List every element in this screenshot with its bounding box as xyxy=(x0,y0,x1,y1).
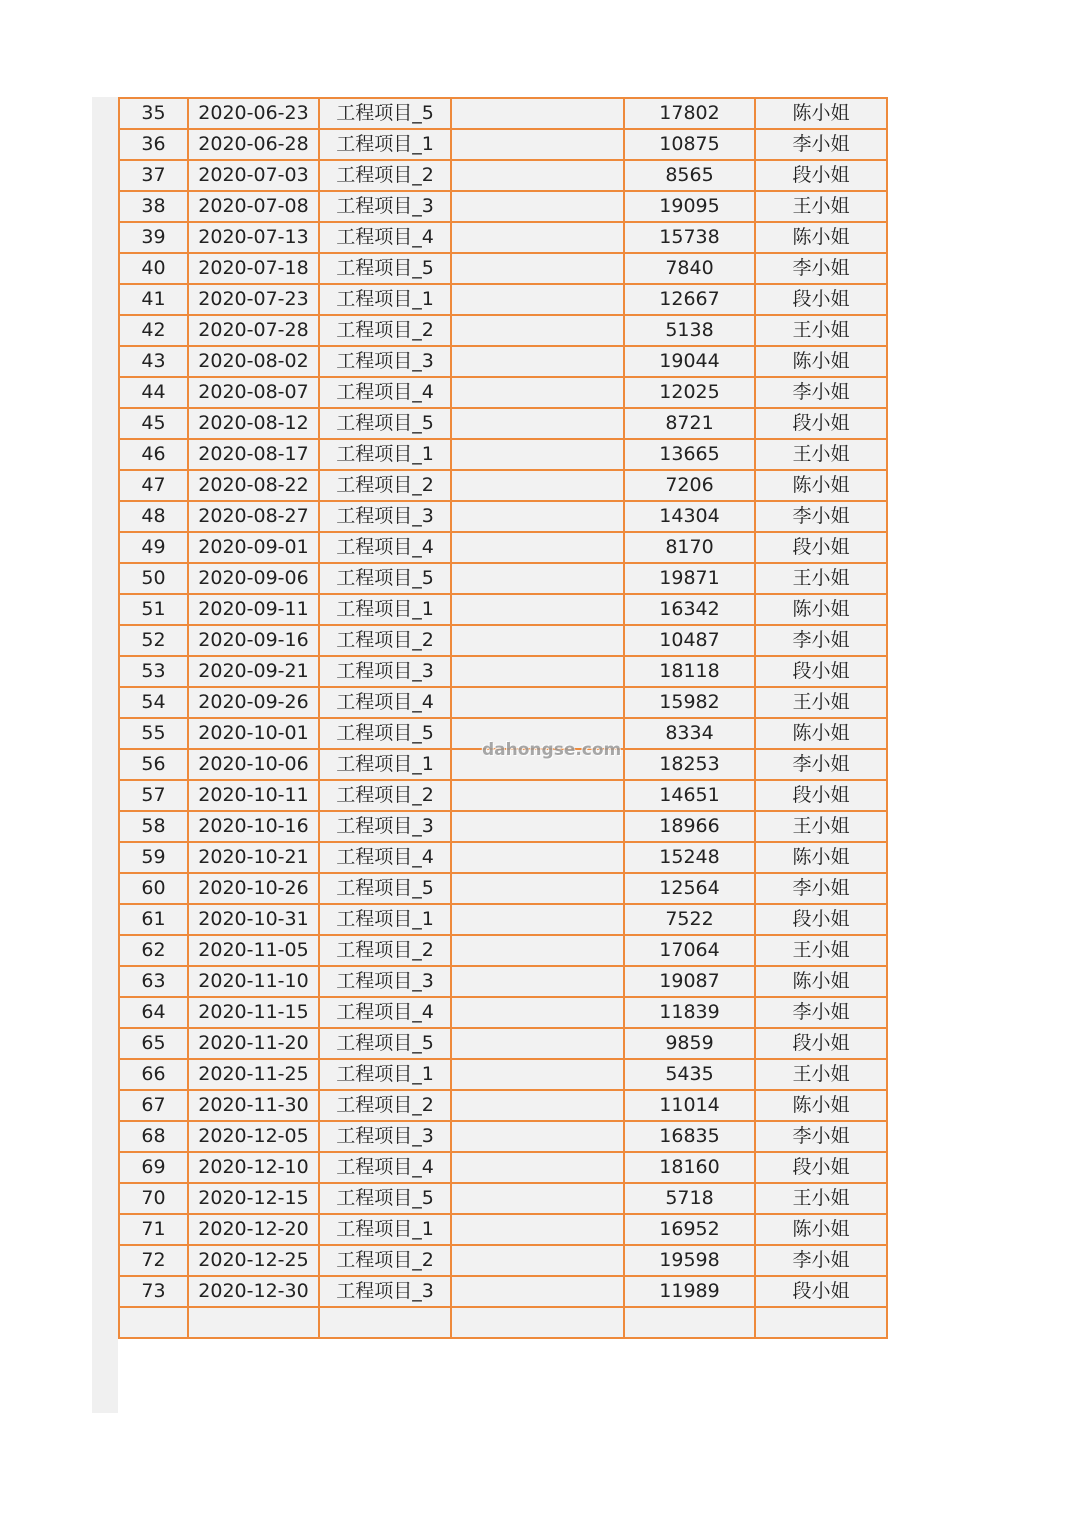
cell-amount[interactable]: 5138 xyxy=(624,315,755,346)
cell-index[interactable]: 48 xyxy=(119,501,188,532)
cell-amount[interactable]: 16952 xyxy=(624,1214,755,1245)
cell-index[interactable]: 38 xyxy=(119,191,188,222)
cell-person[interactable]: 段小姐 xyxy=(755,160,887,191)
cell-person[interactable]: 段小姐 xyxy=(755,1276,887,1307)
cell-project[interactable]: 工程项目_1 xyxy=(319,1059,451,1090)
cell-date[interactable]: 2020-10-06 xyxy=(188,749,319,780)
cell-note[interactable] xyxy=(451,563,624,594)
cell-note[interactable] xyxy=(451,935,624,966)
table-row xyxy=(119,1276,887,1307)
table-row xyxy=(119,966,887,997)
cell-project[interactable]: 工程项目_1 xyxy=(319,904,451,935)
cell-person[interactable]: 王小姐 xyxy=(755,191,887,222)
cell-person[interactable]: 李小姐 xyxy=(755,129,887,160)
cell-index[interactable]: 37 xyxy=(119,160,188,191)
cell-index[interactable]: 67 xyxy=(119,1090,188,1121)
cell-person[interactable]: 李小姐 xyxy=(755,873,887,904)
cell-project[interactable]: 工程项目_3 xyxy=(319,1121,451,1152)
cell-amount[interactable]: 15248 xyxy=(624,842,755,873)
cell-project[interactable]: 工程项目_4 xyxy=(319,997,451,1028)
cell-project[interactable]: 工程项目_2 xyxy=(319,780,451,811)
table-row xyxy=(119,594,887,625)
cell-project[interactable]: 工程项目_2 xyxy=(319,1090,451,1121)
cell-amount[interactable] xyxy=(624,1307,755,1338)
cell-amount[interactable]: 14304 xyxy=(624,501,755,532)
cell-date[interactable]: 2020-10-31 xyxy=(188,904,319,935)
cell-amount[interactable]: 18118 xyxy=(624,656,755,687)
cell-note[interactable] xyxy=(451,1307,624,1338)
cell-amount[interactable]: 9859 xyxy=(624,1028,755,1059)
cell-amount[interactable]: 12667 xyxy=(624,284,755,315)
cell-person[interactable]: 王小姐 xyxy=(755,563,887,594)
cell-index[interactable]: 43 xyxy=(119,346,188,377)
cell-date[interactable]: 2020-07-23 xyxy=(188,284,319,315)
table-row xyxy=(119,1028,887,1059)
cell-person[interactable] xyxy=(755,1307,887,1338)
table-row xyxy=(119,1245,887,1276)
cell-index[interactable]: 68 xyxy=(119,1121,188,1152)
cell-index[interactable]: 42 xyxy=(119,315,188,346)
cell-note[interactable] xyxy=(451,997,624,1028)
cell-date[interactable]: 2020-11-20 xyxy=(188,1028,319,1059)
table-row xyxy=(119,1214,887,1245)
cell-note[interactable] xyxy=(451,470,624,501)
cell-project[interactable]: 工程项目_4 xyxy=(319,532,451,563)
cell-index[interactable]: 55 xyxy=(119,718,188,749)
cell-person[interactable]: 李小姐 xyxy=(755,1121,887,1152)
cell-amount[interactable]: 12025 xyxy=(624,377,755,408)
cell-person[interactable]: 李小姐 xyxy=(755,1245,887,1276)
table-row xyxy=(119,377,887,408)
cell-note[interactable] xyxy=(451,1245,624,1276)
cell-index[interactable]: 63 xyxy=(119,966,188,997)
cell-date[interactable]: 2020-12-10 xyxy=(188,1152,319,1183)
cell-project[interactable]: 工程项目_3 xyxy=(319,1276,451,1307)
table-row xyxy=(119,532,887,563)
cell-person[interactable]: 陈小姐 xyxy=(755,470,887,501)
cell-person[interactable]: 王小姐 xyxy=(755,439,887,470)
table-row xyxy=(119,439,887,470)
cell-project[interactable]: 工程项目_5 xyxy=(319,718,451,749)
table-row xyxy=(119,904,887,935)
cell-project[interactable] xyxy=(319,1307,451,1338)
cell-note[interactable] xyxy=(451,780,624,811)
table-row xyxy=(119,98,887,129)
cell-date[interactable]: 2020-12-05 xyxy=(188,1121,319,1152)
cell-date[interactable]: 2020-10-21 xyxy=(188,842,319,873)
cell-person[interactable]: 王小姐 xyxy=(755,315,887,346)
cell-date[interactable]: 2020-07-18 xyxy=(188,253,319,284)
cell-index[interactable]: 70 xyxy=(119,1183,188,1214)
cell-date[interactable]: 2020-08-07 xyxy=(188,377,319,408)
cell-note[interactable] xyxy=(451,501,624,532)
cell-person[interactable]: 段小姐 xyxy=(755,532,887,563)
table-row xyxy=(119,842,887,873)
table-row xyxy=(119,408,887,439)
cell-index[interactable]: 53 xyxy=(119,656,188,687)
cell-project[interactable]: 工程项目_5 xyxy=(319,1183,451,1214)
cell-project[interactable]: 工程项目_2 xyxy=(319,160,451,191)
cell-note[interactable] xyxy=(451,1028,624,1059)
cell-person[interactable]: 李小姐 xyxy=(755,501,887,532)
cell-date[interactable] xyxy=(188,1307,319,1338)
cell-date[interactable]: 2020-08-12 xyxy=(188,408,319,439)
table-row xyxy=(119,563,887,594)
cell-amount[interactable]: 19871 xyxy=(624,563,755,594)
cell-date[interactable]: 2020-10-16 xyxy=(188,811,319,842)
cell-date[interactable]: 2020-09-11 xyxy=(188,594,319,625)
cell-note[interactable] xyxy=(451,408,624,439)
cell-date[interactable]: 2020-11-10 xyxy=(188,966,319,997)
cell-amount[interactable]: 16342 xyxy=(624,594,755,625)
cell-note[interactable] xyxy=(451,1276,624,1307)
cell-project[interactable]: 工程项目_1 xyxy=(319,129,451,160)
cell-note[interactable] xyxy=(451,1059,624,1090)
cell-note[interactable] xyxy=(451,129,624,160)
cell-index[interactable]: 60 xyxy=(119,873,188,904)
cell-index[interactable]: 35 xyxy=(119,98,188,129)
cell-amount[interactable]: 11014 xyxy=(624,1090,755,1121)
cell-index[interactable]: 44 xyxy=(119,377,188,408)
cell-person[interactable]: 陈小姐 xyxy=(755,222,887,253)
table-row xyxy=(119,129,887,160)
cell-date[interactable]: 2020-11-05 xyxy=(188,935,319,966)
cell-amount[interactable]: 7840 xyxy=(624,253,755,284)
cell-project[interactable]: 工程项目_5 xyxy=(319,563,451,594)
cell-date[interactable]: 2020-12-30 xyxy=(188,1276,319,1307)
cell-note[interactable] xyxy=(451,1214,624,1245)
cell-person[interactable]: 王小姐 xyxy=(755,811,887,842)
table-row xyxy=(119,1183,887,1214)
cell-date[interactable]: 2020-10-26 xyxy=(188,873,319,904)
cell-project[interactable]: 工程项目_1 xyxy=(319,594,451,625)
cell-date[interactable]: 2020-06-28 xyxy=(188,129,319,160)
cell-index[interactable]: 69 xyxy=(119,1152,188,1183)
cell-index[interactable]: 72 xyxy=(119,1245,188,1276)
cell-date[interactable]: 2020-11-30 xyxy=(188,1090,319,1121)
cell-index[interactable]: 66 xyxy=(119,1059,188,1090)
cell-note[interactable] xyxy=(451,160,624,191)
table-row xyxy=(119,346,887,377)
cell-note[interactable] xyxy=(451,346,624,377)
cell-index[interactable]: 54 xyxy=(119,687,188,718)
cell-date[interactable]: 2020-12-25 xyxy=(188,1245,319,1276)
table-row xyxy=(119,470,887,501)
cell-index[interactable]: 47 xyxy=(119,470,188,501)
cell-date[interactable]: 2020-08-27 xyxy=(188,501,319,532)
table-row xyxy=(119,687,887,718)
cell-date[interactable]: 2020-09-06 xyxy=(188,563,319,594)
table-row xyxy=(119,656,887,687)
cell-note[interactable] xyxy=(451,594,624,625)
cell-person[interactable]: 陈小姐 xyxy=(755,1214,887,1245)
cell-index[interactable]: 51 xyxy=(119,594,188,625)
cell-person[interactable]: 王小姐 xyxy=(755,1059,887,1090)
cell-amount[interactable]: 10875 xyxy=(624,129,755,160)
cell-index[interactable]: 52 xyxy=(119,625,188,656)
table-row xyxy=(119,1121,887,1152)
cell-note[interactable] xyxy=(451,315,624,346)
cell-date[interactable]: 2020-10-11 xyxy=(188,780,319,811)
cell-project[interactable]: 工程项目_5 xyxy=(319,873,451,904)
cell-person[interactable]: 陈小姐 xyxy=(755,842,887,873)
cell-index[interactable]: 50 xyxy=(119,563,188,594)
cell-person[interactable]: 陈小姐 xyxy=(755,718,887,749)
cell-person[interactable]: 陈小姐 xyxy=(755,98,887,129)
cell-amount[interactable]: 8721 xyxy=(624,408,755,439)
cell-date[interactable]: 2020-06-23 xyxy=(188,98,319,129)
cell-amount[interactable]: 5718 xyxy=(624,1183,755,1214)
cell-index[interactable]: 45 xyxy=(119,408,188,439)
cell-amount[interactable]: 8170 xyxy=(624,532,755,563)
cell-index[interactable]: 65 xyxy=(119,1028,188,1059)
cell-index[interactable]: 64 xyxy=(119,997,188,1028)
cell-amount[interactable]: 15982 xyxy=(624,687,755,718)
cell-note[interactable] xyxy=(451,532,624,563)
table-row xyxy=(119,997,887,1028)
cell-note[interactable] xyxy=(451,656,624,687)
cell-person[interactable]: 王小姐 xyxy=(755,1183,887,1214)
cell-date[interactable]: 2020-11-25 xyxy=(188,1059,319,1090)
cell-date[interactable]: 2020-07-28 xyxy=(188,315,319,346)
cell-project[interactable]: 工程项目_5 xyxy=(319,98,451,129)
cell-index[interactable]: 73 xyxy=(119,1276,188,1307)
cell-project[interactable]: 工程项目_1 xyxy=(319,439,451,470)
watermark: dahongse.com xyxy=(482,740,622,760)
cell-note[interactable] xyxy=(451,1152,624,1183)
cell-person[interactable]: 王小姐 xyxy=(755,935,887,966)
cell-index[interactable]: 71 xyxy=(119,1214,188,1245)
cell-index[interactable]: 56 xyxy=(119,749,188,780)
table-row xyxy=(119,625,887,656)
table-row xyxy=(119,191,887,222)
cell-project[interactable]: 工程项目_4 xyxy=(319,377,451,408)
cell-project[interactable]: 工程项目_3 xyxy=(319,501,451,532)
cell-note[interactable] xyxy=(451,811,624,842)
cell-amount[interactable]: 5435 xyxy=(624,1059,755,1090)
cell-date[interactable]: 2020-07-08 xyxy=(188,191,319,222)
cell-person[interactable]: 段小姐 xyxy=(755,284,887,315)
cell-note[interactable] xyxy=(451,625,624,656)
cell-amount[interactable]: 17802 xyxy=(624,98,755,129)
cell-project[interactable]: 工程项目_3 xyxy=(319,191,451,222)
cell-index[interactable]: 49 xyxy=(119,532,188,563)
cell-project[interactable]: 工程项目_5 xyxy=(319,408,451,439)
cell-person[interactable]: 段小姐 xyxy=(755,904,887,935)
table-row xyxy=(119,253,887,284)
cell-person[interactable]: 陈小姐 xyxy=(755,966,887,997)
cell-person[interactable]: 段小姐 xyxy=(755,1152,887,1183)
table-row xyxy=(119,873,887,904)
cell-project[interactable]: 工程项目_1 xyxy=(319,284,451,315)
cell-date[interactable]: 2020-09-26 xyxy=(188,687,319,718)
cell-note[interactable] xyxy=(451,687,624,718)
cell-amount[interactable]: 18160 xyxy=(624,1152,755,1183)
cell-index[interactable]: 39 xyxy=(119,222,188,253)
cell-amount[interactable]: 13665 xyxy=(624,439,755,470)
cell-person[interactable]: 段小姐 xyxy=(755,780,887,811)
cell-amount[interactable]: 7206 xyxy=(624,470,755,501)
cell-project[interactable]: 工程项目_1 xyxy=(319,1214,451,1245)
cell-amount[interactable]: 18966 xyxy=(624,811,755,842)
cell-index[interactable]: 59 xyxy=(119,842,188,873)
cell-project[interactable]: 工程项目_3 xyxy=(319,346,451,377)
cell-amount[interactable]: 7522 xyxy=(624,904,755,935)
table-row xyxy=(119,315,887,346)
cell-project[interactable]: 工程项目_2 xyxy=(319,625,451,656)
cell-note[interactable] xyxy=(451,842,624,873)
cell-index[interactable]: 46 xyxy=(119,439,188,470)
cell-project[interactable]: 工程项目_3 xyxy=(319,966,451,997)
data-table xyxy=(118,97,888,1339)
table-row xyxy=(119,501,887,532)
cell-amount[interactable]: 15738 xyxy=(624,222,755,253)
cell-note[interactable] xyxy=(451,191,624,222)
cell-person[interactable]: 段小姐 xyxy=(755,656,887,687)
cell-amount[interactable]: 11989 xyxy=(624,1276,755,1307)
cell-amount[interactable]: 11839 xyxy=(624,997,755,1028)
cell-note[interactable] xyxy=(451,1183,624,1214)
cell-index[interactable]: 41 xyxy=(119,284,188,315)
cell-amount[interactable]: 17064 xyxy=(624,935,755,966)
cell-project[interactable]: 工程项目_2 xyxy=(319,935,451,966)
table-row xyxy=(119,284,887,315)
cell-project[interactable]: 工程项目_4 xyxy=(319,1152,451,1183)
cell-note[interactable] xyxy=(451,1121,624,1152)
cell-person[interactable]: 李小姐 xyxy=(755,749,887,780)
cell-note[interactable] xyxy=(451,98,624,129)
cell-person[interactable]: 陈小姐 xyxy=(755,1090,887,1121)
table-body xyxy=(119,98,887,1338)
cell-amount[interactable]: 16835 xyxy=(624,1121,755,1152)
table-row xyxy=(119,1090,887,1121)
cell-note[interactable] xyxy=(451,253,624,284)
cell-person[interactable]: 李小姐 xyxy=(755,625,887,656)
cell-index[interactable]: 40 xyxy=(119,253,188,284)
table-row xyxy=(119,160,887,191)
cell-date[interactable]: 2020-08-02 xyxy=(188,346,319,377)
table-row xyxy=(119,780,887,811)
cell-index[interactable]: 58 xyxy=(119,811,188,842)
cell-project[interactable]: 工程项目_2 xyxy=(319,315,451,346)
cell-index[interactable] xyxy=(119,1307,188,1338)
cell-note[interactable] xyxy=(451,966,624,997)
row-header-gutter xyxy=(92,97,118,1413)
cell-amount[interactable]: 8334 xyxy=(624,718,755,749)
cell-note[interactable] xyxy=(451,1090,624,1121)
cell-project[interactable]: 工程项目_2 xyxy=(319,1245,451,1276)
cell-amount[interactable]: 18253 xyxy=(624,749,755,780)
cell-person[interactable]: 李小姐 xyxy=(755,377,887,408)
cell-note[interactable] xyxy=(451,222,624,253)
cell-index[interactable]: 61 xyxy=(119,904,188,935)
cell-index[interactable]: 36 xyxy=(119,129,188,160)
cell-project[interactable]: 工程项目_4 xyxy=(319,842,451,873)
cell-note[interactable] xyxy=(451,439,624,470)
cell-date[interactable]: 2020-09-16 xyxy=(188,625,319,656)
cell-date[interactable]: 2020-12-15 xyxy=(188,1183,319,1214)
cell-project[interactable]: 工程项目_1 xyxy=(319,749,451,780)
cell-index[interactable]: 62 xyxy=(119,935,188,966)
cell-date[interactable]: 2020-09-01 xyxy=(188,532,319,563)
cell-amount[interactable]: 8565 xyxy=(624,160,755,191)
cell-person[interactable]: 陈小姐 xyxy=(755,346,887,377)
cell-date[interactable]: 2020-07-13 xyxy=(188,222,319,253)
cell-date[interactable]: 2020-11-15 xyxy=(188,997,319,1028)
cell-project[interactable]: 工程项目_5 xyxy=(319,1028,451,1059)
cell-person[interactable]: 李小姐 xyxy=(755,253,887,284)
cell-date[interactable]: 2020-08-22 xyxy=(188,470,319,501)
table-row xyxy=(119,1059,887,1090)
table-row xyxy=(119,222,887,253)
table-row xyxy=(119,811,887,842)
cell-date[interactable]: 2020-08-17 xyxy=(188,439,319,470)
cell-project[interactable]: 工程项目_5 xyxy=(319,253,451,284)
table-row xyxy=(119,1307,887,1338)
cell-project[interactable]: 工程项目_3 xyxy=(319,656,451,687)
cell-project[interactable]: 工程项目_4 xyxy=(319,687,451,718)
cell-note[interactable] xyxy=(451,377,624,408)
cell-index[interactable]: 57 xyxy=(119,780,188,811)
cell-person[interactable]: 段小姐 xyxy=(755,1028,887,1059)
cell-project[interactable]: 工程项目_4 xyxy=(319,222,451,253)
cell-amount[interactable]: 14651 xyxy=(624,780,755,811)
cell-note[interactable] xyxy=(451,904,624,935)
cell-amount[interactable]: 19598 xyxy=(624,1245,755,1276)
cell-amount[interactable]: 12564 xyxy=(624,873,755,904)
cell-amount[interactable]: 19095 xyxy=(624,191,755,222)
table-row xyxy=(119,1152,887,1183)
cell-note[interactable] xyxy=(451,873,624,904)
cell-date[interactable]: 2020-12-20 xyxy=(188,1214,319,1245)
cell-project[interactable]: 工程项目_3 xyxy=(319,811,451,842)
cell-amount[interactable]: 10487 xyxy=(624,625,755,656)
cell-person[interactable]: 段小姐 xyxy=(755,408,887,439)
cell-note[interactable] xyxy=(451,284,624,315)
cell-project[interactable]: 工程项目_2 xyxy=(319,470,451,501)
cell-date[interactable]: 2020-09-21 xyxy=(188,656,319,687)
cell-date[interactable]: 2020-10-01 xyxy=(188,718,319,749)
cell-person[interactable]: 陈小姐 xyxy=(755,594,887,625)
cell-person[interactable]: 王小姐 xyxy=(755,687,887,718)
cell-person[interactable]: 李小姐 xyxy=(755,997,887,1028)
cell-date[interactable]: 2020-07-03 xyxy=(188,160,319,191)
cell-amount[interactable]: 19087 xyxy=(624,966,755,997)
cell-amount[interactable]: 19044 xyxy=(624,346,755,377)
table-row xyxy=(119,935,887,966)
